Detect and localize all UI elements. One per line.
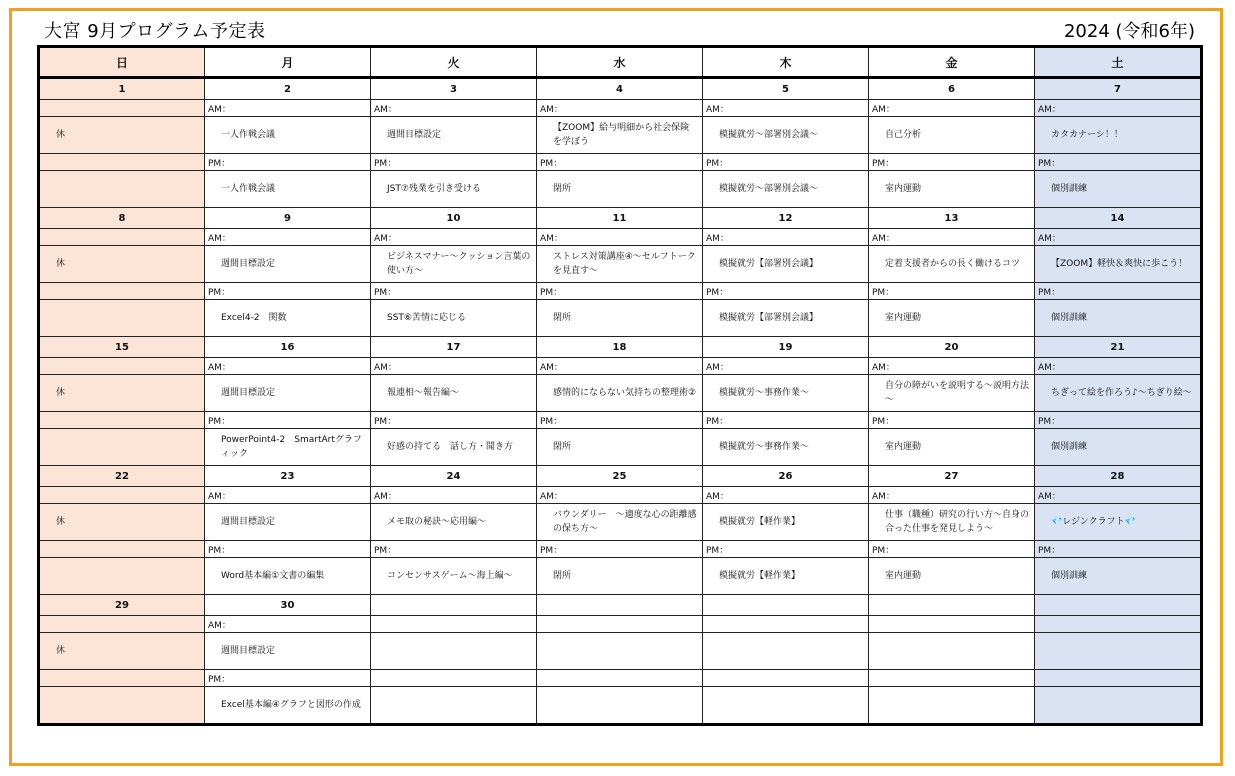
date-cell: 26	[703, 466, 869, 487]
am-label-row	[39, 358, 1202, 375]
pm-label-cell: PM：	[537, 154, 703, 171]
date-cell	[1035, 595, 1202, 616]
pm-label-cell	[1035, 670, 1202, 687]
am-label-cell: AM：	[537, 358, 703, 375]
am-label-cell: AM：	[703, 100, 869, 117]
pm-label-cell: PM：	[1035, 541, 1202, 558]
pm-label-cell: PM：	[537, 283, 703, 300]
am-label-cell: AM：	[537, 100, 703, 117]
pm-label-cell: PM：	[1035, 283, 1202, 300]
date-cell: 6	[869, 78, 1035, 100]
pm-activity	[537, 687, 703, 725]
pm-activity: 好感の持てる 話し方・聞き方	[371, 429, 537, 466]
am-label-row	[39, 487, 1202, 504]
am-activity: カタカナーシ！！	[1035, 117, 1202, 154]
weekday-fri: 金	[869, 47, 1035, 78]
am-label-cell: AM：	[371, 229, 537, 246]
date-cell: 17	[371, 337, 537, 358]
am-label-cell	[869, 616, 1035, 633]
date-cell: 13	[869, 208, 1035, 229]
pm-label-cell: PM：	[1035, 154, 1202, 171]
rest-label: 休	[39, 504, 205, 541]
pm-activity: 個別訓練	[1035, 300, 1202, 337]
am-label-cell: AM：	[703, 358, 869, 375]
am-label-cell: AM：	[205, 487, 371, 504]
am-label-cell: AM：	[371, 358, 537, 375]
pm-label-cell: PM：	[205, 670, 371, 687]
date-cell: 1	[39, 78, 205, 100]
pm-activity-row	[39, 558, 1202, 595]
date-cell	[869, 595, 1035, 616]
am-activity: 報連相～報告編～	[371, 375, 537, 412]
am-label-cell	[39, 487, 205, 504]
date-cell: 3	[371, 78, 537, 100]
am-activity	[869, 633, 1035, 670]
rest-label: 休	[39, 117, 205, 154]
pm-label-cell: PM：	[869, 154, 1035, 171]
pm-activity: 一人作戦会議	[205, 171, 371, 208]
pm-activity: 個別訓練	[1035, 171, 1202, 208]
pm-label-cell	[39, 670, 205, 687]
am-activity: バウンダリー ～適度な心の距離感の保ち方～	[537, 504, 703, 541]
pm-activity	[39, 300, 205, 337]
am-activity	[1035, 633, 1202, 670]
date-cell: 5	[703, 78, 869, 100]
am-activity: 定着支援者からの長く働けるコツ	[869, 246, 1035, 283]
weekday-header-row	[39, 47, 1202, 78]
pm-activity-row	[39, 687, 1202, 725]
pm-activity-row	[39, 300, 1202, 337]
pm-activity: 模擬就労～部署別会議～	[703, 171, 869, 208]
pm-activity: 室内運動	[869, 429, 1035, 466]
pm-label-cell: PM：	[703, 412, 869, 429]
am-label-cell	[39, 100, 205, 117]
am-label-cell: AM：	[205, 229, 371, 246]
date-cell: 21	[1035, 337, 1202, 358]
pm-label-row	[39, 412, 1202, 429]
am-activity: 💎レジンクラフト💎	[1035, 504, 1202, 541]
pm-label-cell: PM：	[205, 541, 371, 558]
am-label-cell: AM：	[1035, 358, 1202, 375]
weekday-mon: 月	[205, 47, 371, 78]
pm-activity: 個別訓練	[1035, 558, 1202, 595]
pm-label-cell: PM：	[371, 283, 537, 300]
pm-label-row	[39, 154, 1202, 171]
date-cell: 18	[537, 337, 703, 358]
pm-label-cell	[703, 670, 869, 687]
date-cell	[537, 595, 703, 616]
am-label-cell: AM：	[703, 487, 869, 504]
pm-label-cell: PM：	[537, 541, 703, 558]
am-activity: ストレス対策講座④～セルフトークを見直す～	[537, 246, 703, 283]
am-label-row	[39, 100, 1202, 117]
year-label: 2024 (令和6年)	[1063, 21, 1195, 42]
pm-activity: 模擬就労【部署別会議】	[703, 300, 869, 337]
am-activity	[537, 633, 703, 670]
date-cell: 19	[703, 337, 869, 358]
am-label-cell	[39, 358, 205, 375]
am-activity: 模擬就労【軽作業】	[703, 504, 869, 541]
pm-label-cell	[39, 154, 205, 171]
pm-activity: コンセンサスゲーム～海上編～	[371, 558, 537, 595]
date-cell: 27	[869, 466, 1035, 487]
am-activity	[703, 633, 869, 670]
date-cell: 23	[205, 466, 371, 487]
pm-activity: 模擬就労【軽作業】	[703, 558, 869, 595]
am-label-cell: AM：	[205, 358, 371, 375]
rest-label: 休	[39, 246, 205, 283]
date-cell: 29	[39, 595, 205, 616]
date-row	[39, 466, 1202, 487]
pm-activity: 室内運動	[869, 300, 1035, 337]
date-cell: 2	[205, 78, 371, 100]
date-row	[39, 595, 1202, 616]
weekday-sat: 土	[1035, 47, 1202, 78]
am-activity: 週間目標設定	[205, 246, 371, 283]
pm-activity: JST⑦残業を引き受ける	[371, 171, 537, 208]
pm-label-row	[39, 283, 1202, 300]
pm-activity	[39, 171, 205, 208]
pm-activity	[39, 687, 205, 725]
am-activity: ちぎって絵を作ろう♪～ちぎり絵～	[1035, 375, 1202, 412]
am-label-cell: AM：	[1035, 487, 1202, 504]
calendar-table	[37, 45, 1203, 726]
am-activity-row	[39, 375, 1202, 412]
am-label-cell: AM：	[537, 487, 703, 504]
am-activity: 【ZOOM】軽快＆爽快に歩こう！	[1035, 246, 1202, 283]
date-cell: 24	[371, 466, 537, 487]
pm-label-cell	[39, 412, 205, 429]
am-label-row	[39, 616, 1202, 633]
pm-label-cell	[537, 670, 703, 687]
date-cell: 11	[537, 208, 703, 229]
pm-activity: Excel基本編④グラフと図形の作成	[205, 687, 371, 725]
pm-activity: 模擬就労～事務作業～	[703, 429, 869, 466]
am-label-cell: AM：	[869, 358, 1035, 375]
pm-activity: PowerPoint4-2 SmartArtグラフィック	[205, 429, 371, 466]
pm-label-row	[39, 541, 1202, 558]
date-cell: 30	[205, 595, 371, 616]
date-cell: 20	[869, 337, 1035, 358]
am-label-cell: AM：	[205, 100, 371, 117]
am-activity-row	[39, 633, 1202, 670]
am-activity: 週間目標設定	[205, 504, 371, 541]
am-activity: 模擬就労～事務作業～	[703, 375, 869, 412]
am-activity: 自己分析	[869, 117, 1035, 154]
pm-activity-row	[39, 171, 1202, 208]
am-label-cell	[39, 616, 205, 633]
am-label-cell	[39, 229, 205, 246]
am-activity: 模擬就労【部署別会議】	[703, 246, 869, 283]
pm-activity: Excel4-2 関数	[205, 300, 371, 337]
pm-activity: 室内運動	[869, 558, 1035, 595]
pm-activity: 室内運動	[869, 171, 1035, 208]
am-activity: メモ取の秘訣～応用編～	[371, 504, 537, 541]
date-cell: 25	[537, 466, 703, 487]
pm-label-cell: PM：	[371, 412, 537, 429]
am-activity-row	[39, 246, 1202, 283]
date-cell	[371, 595, 537, 616]
pm-label-cell: PM：	[869, 283, 1035, 300]
pm-activity: 閉所	[537, 558, 703, 595]
date-cell: 8	[39, 208, 205, 229]
pm-activity: 閉所	[537, 429, 703, 466]
am-activity: 感情的にならない気持ちの整理術②	[537, 375, 703, 412]
am-activity: ビジネスマナー～クッション言葉の使い方～	[371, 246, 537, 283]
date-cell: 12	[703, 208, 869, 229]
am-label-row	[39, 229, 1202, 246]
page-title: 大宮 9月プログラム予定表	[44, 21, 266, 42]
am-activity: 模擬就労～部署別会議～	[703, 117, 869, 154]
pm-activity	[39, 429, 205, 466]
date-row	[39, 337, 1202, 358]
weekday-sun: 日	[39, 47, 205, 78]
date-cell: 22	[39, 466, 205, 487]
rest-label: 休	[39, 375, 205, 412]
date-cell: 14	[1035, 208, 1202, 229]
pm-label-row	[39, 670, 1202, 687]
pm-label-cell: PM：	[703, 541, 869, 558]
weekday-tue: 火	[371, 47, 537, 78]
rest-label: 休	[39, 633, 205, 670]
am-label-cell: AM：	[869, 229, 1035, 246]
pm-label-cell: PM：	[205, 154, 371, 171]
pm-label-cell	[869, 670, 1035, 687]
date-cell: 15	[39, 337, 205, 358]
pm-label-cell: PM：	[371, 541, 537, 558]
am-label-cell: AM：	[1035, 229, 1202, 246]
pm-label-cell: PM：	[703, 283, 869, 300]
pm-activity	[371, 687, 537, 725]
am-label-cell	[1035, 616, 1202, 633]
pm-label-cell	[39, 541, 205, 558]
am-label-cell: AM：	[869, 487, 1035, 504]
am-label-cell: AM：	[371, 487, 537, 504]
pm-label-cell: PM：	[371, 154, 537, 171]
pm-activity	[703, 687, 869, 725]
am-label-cell: AM：	[1035, 100, 1202, 117]
pm-activity: SST⑥苦情に応じる	[371, 300, 537, 337]
am-label-cell: AM：	[703, 229, 869, 246]
pm-label-cell: PM：	[869, 412, 1035, 429]
am-activity	[371, 633, 537, 670]
date-row	[39, 78, 1202, 100]
pm-activity: 閉所	[537, 300, 703, 337]
am-activity-row	[39, 117, 1202, 154]
date-cell: 10	[371, 208, 537, 229]
am-activity: 自分の障がいを説明する～説明方法～	[869, 375, 1035, 412]
am-label-cell: AM：	[537, 229, 703, 246]
am-activity: 週間目標設定	[371, 117, 537, 154]
am-label-cell	[703, 616, 869, 633]
pm-label-cell	[39, 283, 205, 300]
pm-activity: Word基本編①文書の編集	[205, 558, 371, 595]
pm-activity: 個別訓練	[1035, 429, 1202, 466]
pm-label-cell: PM：	[205, 412, 371, 429]
pm-label-cell: PM：	[703, 154, 869, 171]
am-label-cell: AM：	[371, 100, 537, 117]
pm-label-cell	[371, 670, 537, 687]
pm-activity	[39, 558, 205, 595]
pm-activity	[869, 687, 1035, 725]
pm-label-cell: PM：	[1035, 412, 1202, 429]
am-activity: 仕事（職種）研究の行い方～自身の合った仕事を発見しよう～	[869, 504, 1035, 541]
date-cell: 16	[205, 337, 371, 358]
am-activity: 週間目標設定	[205, 633, 371, 670]
am-label-cell: AM：	[869, 100, 1035, 117]
pm-label-cell: PM：	[869, 541, 1035, 558]
date-cell: 9	[205, 208, 371, 229]
am-activity-row	[39, 504, 1202, 541]
am-label-cell	[371, 616, 537, 633]
pm-activity: 閉所	[537, 171, 703, 208]
am-activity: 【ZOOM】給与明細から社会保険を学ぼう	[537, 117, 703, 154]
date-cell: 7	[1035, 78, 1202, 100]
pm-activity-row	[39, 429, 1202, 466]
date-row	[39, 208, 1202, 229]
pm-activity	[1035, 687, 1202, 725]
am-label-cell	[537, 616, 703, 633]
pm-label-cell: PM：	[537, 412, 703, 429]
pm-label-cell: PM：	[205, 283, 371, 300]
date-cell: 28	[1035, 466, 1202, 487]
weekday-thu: 木	[703, 47, 869, 78]
weekday-wed: 水	[537, 47, 703, 78]
date-cell: 4	[537, 78, 703, 100]
am-activity: 週間目標設定	[205, 375, 371, 412]
am-label-cell: AM：	[205, 616, 371, 633]
date-cell	[703, 595, 869, 616]
am-activity: 一人作戦会議	[205, 117, 371, 154]
